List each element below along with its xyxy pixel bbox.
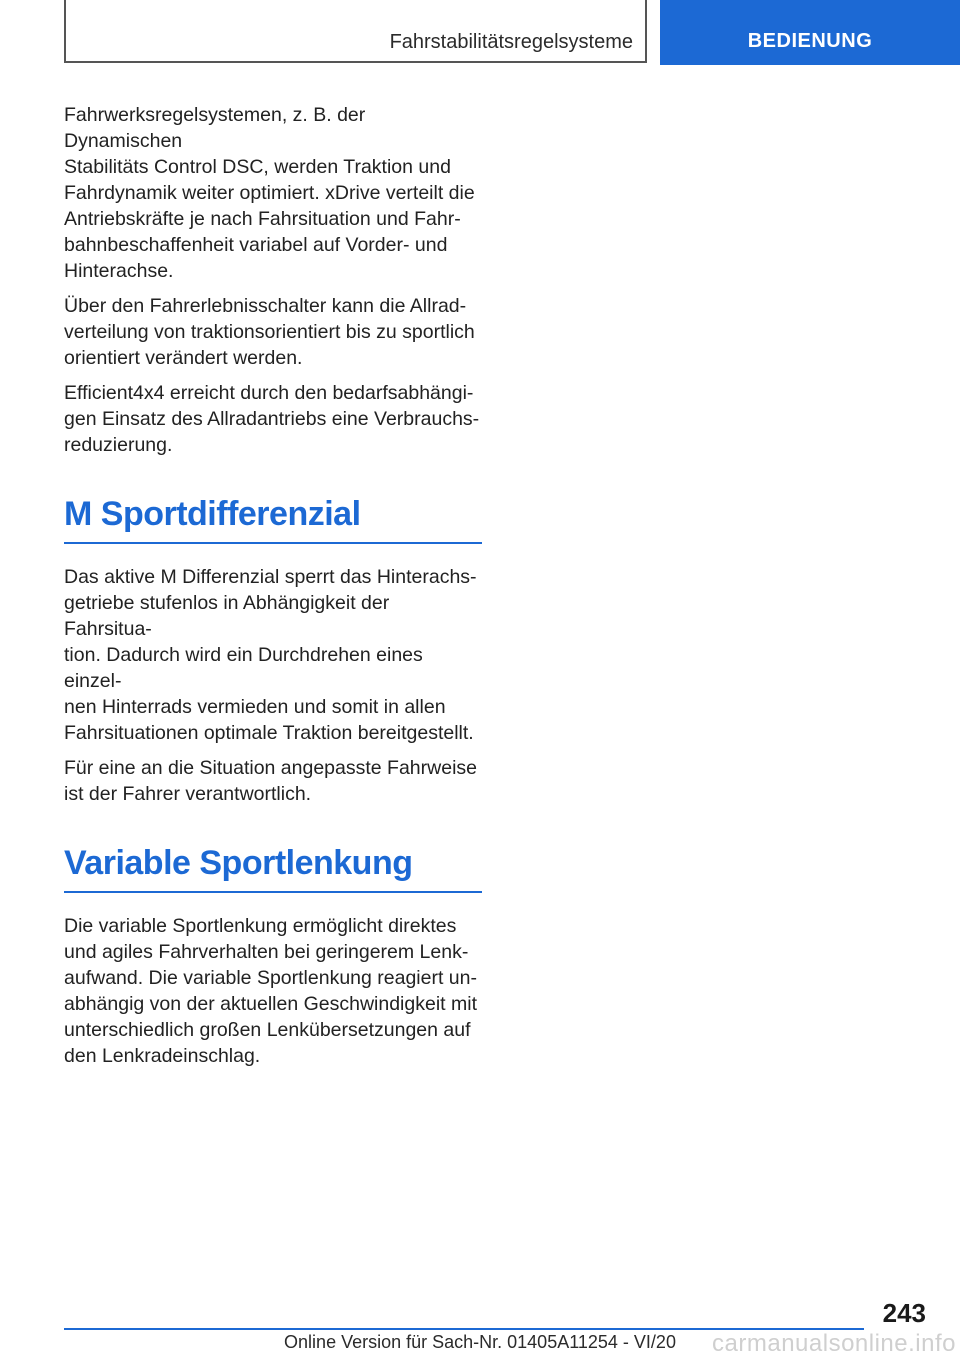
page-content xyxy=(64,102,482,1078)
section-heading-m-sportdifferenzial: M Sportdifferenzial xyxy=(64,495,361,533)
chapter-tab[interactable] xyxy=(660,0,960,65)
watermark-text: carmanualsonline.info xyxy=(712,1330,956,1357)
section-heading-block-m-sportdifferenzial xyxy=(64,494,482,544)
intro-paragraph-1: Fahrwerksregelsystemen, z. B. der Dynamischen Stabilitäts Control DSC, werden Traktion und Fahrdynamik weiter optimiert. xDrive verteilt die Antriebskräfte je nach Fahrsituation und Fahr- bahnbeschaffenheit variabel auf Vorder- und Hinterachse. xyxy=(64,104,475,282)
header-section-title: Fahrstabilitätsregelsysteme xyxy=(389,31,633,53)
m-sportdifferenzial-paragraph-1: Das aktive M Differenzial sperrt das Hinterachs- getriebe stufenlos in Abhängigkeit der Fahrsitua- tion. Dadurch wird ein Durchdrehen eines einzel- nen Hinterrads vermieden und somit in allen Fahrsituationen optimale Traktion bereitgestellt. xyxy=(64,566,477,744)
section-heading-variable-sportlenkung: Variable Sportlenkung xyxy=(64,844,413,882)
chapter-tab-label: BEDIENUNG xyxy=(747,30,873,52)
m-sportdifferenzial-paragraph-2: Für eine an die Situation angepasste Fahrweise ist der Fahrer verantwortlich. xyxy=(64,757,478,805)
header-section-box xyxy=(64,0,647,63)
intro-paragraph-3: Efficient4x4 erreicht durch den bedarfsabhängi- gen Einsatz des Allradantriebs eine Verbrauchs- reduzierung. xyxy=(64,382,480,456)
intro-paragraph-2: Über den Fahrerlebnisschalter kann die Allrad- verteilung von traktionsorientiert bis zu sportlich orientiert verändert werden. xyxy=(64,295,475,369)
page-number: 243 xyxy=(882,1298,926,1328)
variable-sportlenkung-paragraph-1: Die variable Sportlenkung ermöglicht direktes und agiles Fahrverhalten bei geringerem Lenk- aufwand. Die variable Sportlenkung reagiert un- abhängig von der aktuellen Geschwindigkeit mit unterschiedlich großen Lenkübersetzungen auf den Lenkradeinschlag. xyxy=(64,915,477,1067)
section-heading-block-variable-sportlenkung xyxy=(64,843,482,893)
footer-online-version: Online Version für Sach-Nr. 01405A11254 - VI/20 xyxy=(284,1332,676,1352)
